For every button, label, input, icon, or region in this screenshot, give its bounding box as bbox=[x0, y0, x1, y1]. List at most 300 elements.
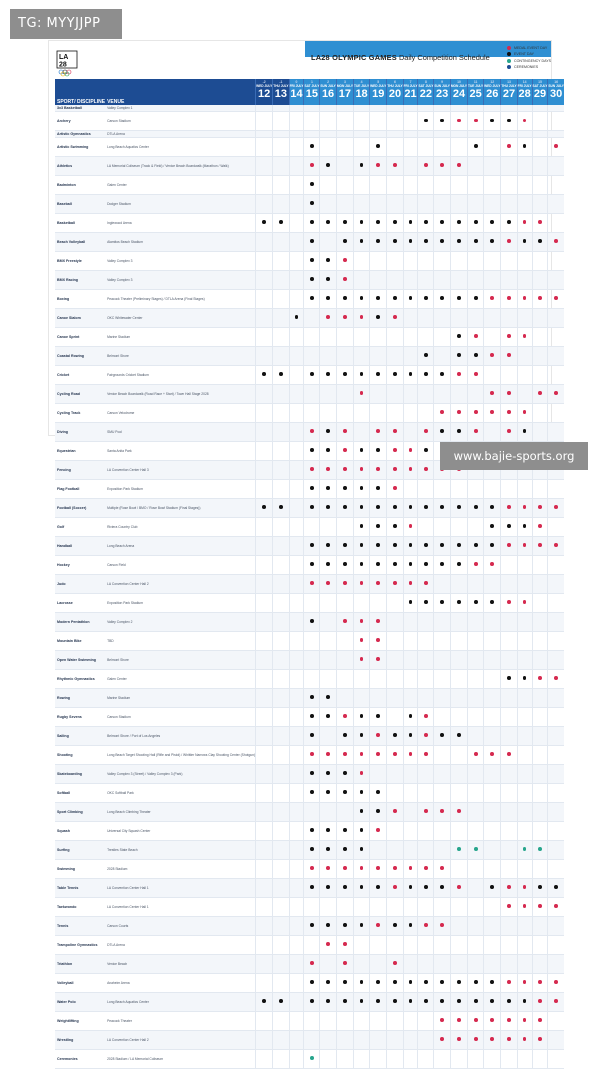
sport-name: Mountain Bike bbox=[55, 631, 105, 650]
day-off: 5 bbox=[377, 80, 380, 84]
schedule-cell bbox=[468, 130, 484, 137]
schedule-cell bbox=[256, 232, 273, 251]
event-day-dot-icon bbox=[360, 372, 364, 376]
schedule-cell bbox=[548, 707, 564, 726]
legend-label: MEDAL EVENT DAY bbox=[514, 46, 548, 50]
event-day-dot-icon bbox=[343, 486, 347, 490]
schedule-cell bbox=[501, 555, 517, 574]
schedule-cell bbox=[354, 954, 370, 973]
event-day-dot-icon bbox=[343, 847, 347, 851]
schedule-cell bbox=[434, 650, 450, 669]
schedule-cell bbox=[320, 175, 336, 194]
schedule-cell bbox=[501, 289, 517, 308]
event-day-dot-icon bbox=[393, 220, 397, 224]
medal-event-dot-icon bbox=[523, 1018, 527, 1022]
schedule-cell bbox=[532, 935, 548, 954]
sport-name: Badminton bbox=[55, 175, 105, 194]
venue-name: LA Convention Center Hall 2 bbox=[105, 574, 256, 593]
schedule-cell bbox=[484, 973, 501, 992]
schedule-cell bbox=[387, 612, 403, 631]
schedule-cell bbox=[403, 840, 418, 859]
medal-event-dot-icon bbox=[343, 581, 347, 585]
schedule-cell bbox=[418, 593, 434, 612]
schedule-cell bbox=[548, 840, 564, 859]
schedule-cell bbox=[548, 289, 564, 308]
schedule-cell bbox=[532, 251, 548, 270]
schedule-cell bbox=[517, 840, 532, 859]
day-num: 15 bbox=[305, 87, 318, 100]
schedule-cell bbox=[501, 935, 517, 954]
schedule-cell bbox=[548, 194, 564, 213]
day-header bbox=[403, 79, 418, 105]
venue-name: LA Convention Center Hall 1 bbox=[105, 897, 256, 916]
schedule-cell bbox=[468, 992, 484, 1011]
event-day-dot-icon bbox=[360, 505, 364, 509]
schedule-cell bbox=[289, 232, 304, 251]
event-day-dot-icon bbox=[310, 828, 314, 832]
schedule-cell bbox=[501, 669, 517, 688]
schedule-cell bbox=[256, 897, 273, 916]
event-day-dot-icon bbox=[409, 600, 413, 604]
day-num: 28 bbox=[518, 87, 531, 100]
medal-event-dot-icon bbox=[409, 448, 413, 452]
schedule-cell bbox=[484, 251, 501, 270]
schedule-cell bbox=[289, 251, 304, 270]
medal-event-dot-icon bbox=[343, 277, 347, 281]
sport-name: Beach Volleyball bbox=[55, 232, 105, 251]
schedule-cell bbox=[532, 897, 548, 916]
schedule-cell bbox=[532, 745, 548, 764]
schedule-cell bbox=[336, 612, 353, 631]
sport-name: Diving bbox=[55, 422, 105, 441]
legend-swatch-icon bbox=[507, 59, 511, 63]
schedule-cell bbox=[468, 289, 484, 308]
schedule-cell bbox=[418, 973, 434, 992]
schedule-cell bbox=[289, 897, 304, 916]
table-row bbox=[55, 555, 564, 574]
venue-name: Carson Stadium bbox=[105, 707, 256, 726]
schedule-cell bbox=[354, 669, 370, 688]
schedule-cell bbox=[387, 878, 403, 897]
day-header bbox=[434, 79, 450, 105]
legend-item bbox=[507, 64, 551, 70]
schedule-cell bbox=[434, 536, 450, 555]
schedule-cell bbox=[450, 270, 467, 289]
schedule-cell bbox=[434, 327, 450, 346]
venue-name: Riviera Country Club bbox=[105, 517, 256, 536]
venue-name: Santa Anita Park bbox=[105, 441, 256, 460]
table-row bbox=[55, 1049, 564, 1068]
schedule-cell bbox=[468, 213, 484, 232]
event-day-dot-icon bbox=[474, 980, 478, 984]
day-off: -1 bbox=[279, 80, 283, 84]
medal-event-dot-icon bbox=[376, 163, 380, 167]
schedule-cell bbox=[304, 156, 320, 175]
schedule-cell bbox=[320, 479, 336, 498]
schedule-cell bbox=[387, 669, 403, 688]
event-day-dot-icon bbox=[409, 980, 413, 984]
schedule-cell bbox=[387, 137, 403, 156]
event-day-dot-icon bbox=[360, 486, 364, 490]
medal-event-dot-icon bbox=[474, 752, 478, 756]
schedule-cell bbox=[403, 650, 418, 669]
event-day-dot-icon bbox=[457, 999, 461, 1003]
schedule-cell bbox=[336, 517, 353, 536]
contingency-dot-icon bbox=[538, 847, 542, 851]
day-header bbox=[548, 79, 564, 105]
schedule-cell bbox=[517, 308, 532, 327]
event-day-dot-icon bbox=[326, 163, 330, 167]
schedule-cell bbox=[289, 213, 304, 232]
schedule-cell bbox=[370, 327, 387, 346]
schedule-cell bbox=[336, 669, 353, 688]
event-day-dot-icon bbox=[326, 999, 330, 1003]
medal-event-dot-icon bbox=[376, 657, 380, 661]
schedule-cell bbox=[484, 498, 501, 517]
medal-event-dot-icon bbox=[393, 885, 397, 889]
event-day-dot-icon bbox=[343, 790, 347, 794]
schedule-cell bbox=[370, 802, 387, 821]
event-day-dot-icon bbox=[343, 543, 347, 547]
schedule-cell bbox=[501, 137, 517, 156]
schedule-cell bbox=[304, 859, 320, 878]
schedule-cell bbox=[501, 365, 517, 384]
medal-event-dot-icon bbox=[554, 296, 558, 300]
sport-name: Water Polo bbox=[55, 992, 105, 1011]
medal-event-dot-icon bbox=[440, 410, 444, 414]
schedule-cell bbox=[501, 232, 517, 251]
schedule-cell bbox=[434, 175, 450, 194]
schedule-cell bbox=[256, 631, 273, 650]
table-row bbox=[55, 213, 564, 232]
schedule-cell bbox=[403, 536, 418, 555]
medal-event-dot-icon bbox=[376, 467, 380, 471]
medal-event-dot-icon bbox=[474, 119, 478, 123]
schedule-cell bbox=[484, 536, 501, 555]
medal-event-dot-icon bbox=[376, 923, 380, 927]
schedule-cell bbox=[320, 992, 336, 1011]
schedule-cell bbox=[370, 612, 387, 631]
schedule-cell bbox=[403, 194, 418, 213]
schedule-cell bbox=[450, 840, 467, 859]
schedule-cell bbox=[256, 954, 273, 973]
schedule-cell bbox=[403, 821, 418, 840]
table-row bbox=[55, 498, 564, 517]
schedule-cell bbox=[548, 973, 564, 992]
table-row bbox=[55, 593, 564, 612]
schedule-cell bbox=[450, 1049, 467, 1068]
schedule-cell bbox=[468, 270, 484, 289]
schedule-cell bbox=[370, 137, 387, 156]
medal-event-dot-icon bbox=[326, 467, 330, 471]
schedule-cell bbox=[532, 479, 548, 498]
day-header bbox=[370, 79, 387, 105]
schedule-cell bbox=[370, 111, 387, 130]
medal-event-dot-icon bbox=[474, 334, 478, 338]
schedule-cell bbox=[320, 111, 336, 130]
medal-event-dot-icon bbox=[326, 752, 330, 756]
schedule-cell bbox=[418, 194, 434, 213]
schedule-cell bbox=[370, 270, 387, 289]
schedule-cell bbox=[336, 954, 353, 973]
schedule-cell bbox=[320, 232, 336, 251]
schedule-cell bbox=[273, 840, 289, 859]
schedule-cell bbox=[289, 479, 304, 498]
medal-event-dot-icon bbox=[360, 771, 364, 775]
schedule-cell bbox=[354, 593, 370, 612]
medal-event-dot-icon bbox=[507, 885, 511, 889]
schedule-cell bbox=[403, 1049, 418, 1068]
schedule-cell bbox=[304, 194, 320, 213]
schedule-cell bbox=[434, 726, 450, 745]
schedule-cell bbox=[434, 707, 450, 726]
schedule-cell bbox=[517, 346, 532, 365]
schedule-cell bbox=[336, 289, 353, 308]
schedule-cell bbox=[387, 156, 403, 175]
schedule-cell bbox=[304, 289, 320, 308]
schedule-cell bbox=[273, 251, 289, 270]
channel-tag: TG: MYYJJPP bbox=[10, 9, 122, 39]
table-row bbox=[55, 365, 564, 384]
schedule-cell bbox=[548, 631, 564, 650]
schedule-cell bbox=[387, 441, 403, 460]
venue-name: Long Beach Aquatics Center bbox=[105, 137, 256, 156]
medal-event-dot-icon bbox=[490, 410, 494, 414]
event-day-dot-icon bbox=[457, 543, 461, 547]
table-row bbox=[55, 479, 564, 498]
medal-event-dot-icon bbox=[507, 429, 511, 433]
schedule-cell bbox=[354, 574, 370, 593]
sport-name: Table Tennis bbox=[55, 878, 105, 897]
schedule-cell bbox=[548, 878, 564, 897]
schedule-cell bbox=[289, 783, 304, 802]
schedule-cell bbox=[450, 612, 467, 631]
schedule-cell bbox=[370, 935, 387, 954]
day-header bbox=[450, 79, 467, 105]
schedule-cell bbox=[304, 612, 320, 631]
schedule-cell bbox=[354, 194, 370, 213]
schedule-cell bbox=[501, 422, 517, 441]
day-off: 12 bbox=[490, 80, 495, 84]
medal-event-dot-icon bbox=[326, 866, 330, 870]
schedule-cell bbox=[304, 270, 320, 289]
medal-event-dot-icon bbox=[393, 866, 397, 870]
medal-event-dot-icon bbox=[326, 942, 330, 946]
schedule-cell bbox=[273, 764, 289, 783]
schedule-cell bbox=[387, 764, 403, 783]
schedule-cell bbox=[418, 130, 434, 137]
schedule-cell bbox=[434, 916, 450, 935]
schedule-cell bbox=[354, 130, 370, 137]
schedule-cell bbox=[336, 764, 353, 783]
schedule-cell bbox=[517, 935, 532, 954]
schedule-cell bbox=[354, 973, 370, 992]
table-row bbox=[55, 802, 564, 821]
schedule-cell bbox=[256, 878, 273, 897]
day-off: 14 bbox=[522, 80, 527, 84]
medal-event-dot-icon bbox=[424, 866, 428, 870]
schedule-cell bbox=[354, 213, 370, 232]
schedule-cell bbox=[532, 840, 548, 859]
schedule-cell bbox=[418, 574, 434, 593]
schedule-cell bbox=[468, 574, 484, 593]
schedule-cell bbox=[468, 859, 484, 878]
schedule-cell bbox=[517, 422, 532, 441]
day-dn: SUN JULY bbox=[320, 84, 336, 88]
event-day-dot-icon bbox=[474, 296, 478, 300]
table-row bbox=[55, 707, 564, 726]
schedule-cell bbox=[418, 251, 434, 270]
schedule-cell bbox=[418, 612, 434, 631]
schedule-cell bbox=[450, 536, 467, 555]
schedule-cell bbox=[273, 194, 289, 213]
schedule-cell bbox=[548, 650, 564, 669]
medal-event-dot-icon bbox=[440, 163, 444, 167]
venue-name: Carson Stadium bbox=[105, 111, 256, 130]
schedule-cell bbox=[548, 669, 564, 688]
schedule-cell bbox=[468, 346, 484, 365]
medal-event-dot-icon bbox=[393, 163, 397, 167]
venue-name: Long Beach Target Shooting Hall (Rifle and Pistol) / Whittier Narrows Clay Shooting Center (Shotgun) bbox=[105, 745, 256, 764]
schedule-cell bbox=[289, 840, 304, 859]
schedule-cell bbox=[418, 175, 434, 194]
medal-event-dot-icon bbox=[376, 619, 380, 623]
schedule-cell bbox=[273, 346, 289, 365]
schedule-cell bbox=[501, 878, 517, 897]
event-day-dot-icon bbox=[360, 296, 364, 300]
schedule-cell bbox=[548, 365, 564, 384]
medal-event-dot-icon bbox=[490, 752, 494, 756]
schedule-cell bbox=[354, 365, 370, 384]
schedule-cell bbox=[468, 631, 484, 650]
schedule-cell bbox=[418, 992, 434, 1011]
schedule-cell bbox=[548, 479, 564, 498]
schedule-cell bbox=[320, 460, 336, 479]
sport-name: Flag Football bbox=[55, 479, 105, 498]
schedule-cell bbox=[517, 213, 532, 232]
schedule-cell bbox=[418, 555, 434, 574]
table-row bbox=[55, 916, 564, 935]
schedule-cell bbox=[304, 517, 320, 536]
table-row bbox=[55, 289, 564, 308]
schedule-cell bbox=[354, 270, 370, 289]
schedule-cell bbox=[501, 194, 517, 213]
schedule-cell bbox=[434, 954, 450, 973]
event-day-dot-icon bbox=[490, 119, 494, 123]
day-dn: WED JULY bbox=[370, 84, 387, 88]
legend-label: CONTINGENCY DAYS bbox=[514, 58, 552, 63]
day-dn: THU JULY bbox=[501, 84, 517, 88]
venue-name: Peacock Theater (Preliminary Stages) / DTLA Arena (Final Stages) bbox=[105, 289, 256, 308]
schedule-cell bbox=[434, 422, 450, 441]
venue-name: Marine Stadium bbox=[105, 688, 256, 707]
schedule-cell bbox=[501, 1049, 517, 1068]
event-day-dot-icon bbox=[507, 119, 511, 123]
schedule-cell bbox=[336, 745, 353, 764]
schedule-cell bbox=[517, 232, 532, 251]
schedule-cell bbox=[273, 1049, 289, 1068]
schedule-cell bbox=[256, 935, 273, 954]
schedule-cell bbox=[532, 612, 548, 631]
schedule-cell bbox=[354, 536, 370, 555]
schedule-cell bbox=[434, 992, 450, 1011]
sport-name: Canoe Sprint bbox=[55, 327, 105, 346]
schedule-cell bbox=[289, 308, 304, 327]
schedule-cell bbox=[304, 1049, 320, 1068]
schedule-cell bbox=[468, 973, 484, 992]
schedule-cell bbox=[548, 130, 564, 137]
schedule-cell bbox=[370, 783, 387, 802]
event-day-dot-icon bbox=[360, 809, 364, 813]
schedule-cell bbox=[320, 384, 336, 403]
schedule-cell bbox=[387, 308, 403, 327]
schedule-cell bbox=[354, 346, 370, 365]
schedule-cell bbox=[304, 536, 320, 555]
day-header bbox=[387, 79, 403, 105]
schedule-cell bbox=[548, 688, 564, 707]
venue-name: Inglewood Arena bbox=[105, 213, 256, 232]
venue-name: Dodger Stadium bbox=[105, 194, 256, 213]
day-off: 10 bbox=[457, 80, 461, 84]
schedule-cell bbox=[532, 130, 548, 137]
sport-name: Boxing bbox=[55, 289, 105, 308]
table-row bbox=[55, 232, 564, 251]
schedule-cell bbox=[418, 365, 434, 384]
sport-name: Modern Pentathlon bbox=[55, 612, 105, 631]
medal-event-dot-icon bbox=[310, 961, 314, 965]
event-day-dot-icon bbox=[474, 144, 478, 148]
schedule-cell bbox=[370, 536, 387, 555]
schedule-cell bbox=[403, 213, 418, 232]
event-day-dot-icon bbox=[310, 486, 314, 490]
medal-event-dot-icon bbox=[457, 1018, 461, 1022]
schedule-cell bbox=[370, 954, 387, 973]
medal-event-dot-icon bbox=[393, 752, 397, 756]
schedule-cell bbox=[403, 745, 418, 764]
schedule-cell bbox=[304, 688, 320, 707]
schedule-cell bbox=[468, 384, 484, 403]
schedule-cell bbox=[370, 631, 387, 650]
medal-event-dot-icon bbox=[326, 315, 330, 319]
day-num: 19 bbox=[372, 87, 385, 100]
venue-name: Exposition Park Stadium bbox=[105, 479, 256, 498]
schedule-cell bbox=[273, 536, 289, 555]
event-day-dot-icon bbox=[343, 980, 347, 984]
schedule-cell bbox=[484, 384, 501, 403]
schedule-cell bbox=[468, 232, 484, 251]
schedule-cell bbox=[434, 498, 450, 517]
event-day-dot-icon bbox=[343, 505, 347, 509]
schedule-cell bbox=[273, 403, 289, 422]
schedule-cell bbox=[403, 479, 418, 498]
schedule-cell bbox=[289, 517, 304, 536]
event-day-dot-icon bbox=[262, 999, 266, 1003]
medal-event-dot-icon bbox=[474, 1037, 478, 1041]
schedule-cell bbox=[418, 669, 434, 688]
event-day-dot-icon bbox=[424, 296, 428, 300]
day-header bbox=[517, 79, 532, 105]
schedule-cell bbox=[304, 1030, 320, 1049]
event-day-dot-icon bbox=[424, 562, 428, 566]
schedule-cell bbox=[501, 821, 517, 840]
schedule-cell bbox=[468, 194, 484, 213]
schedule-cell bbox=[304, 441, 320, 460]
day-num: 27 bbox=[502, 87, 516, 100]
schedule-cell bbox=[256, 992, 273, 1011]
sport-name: BMX Racing bbox=[55, 270, 105, 289]
schedule-cell bbox=[304, 479, 320, 498]
schedule-cell bbox=[304, 707, 320, 726]
